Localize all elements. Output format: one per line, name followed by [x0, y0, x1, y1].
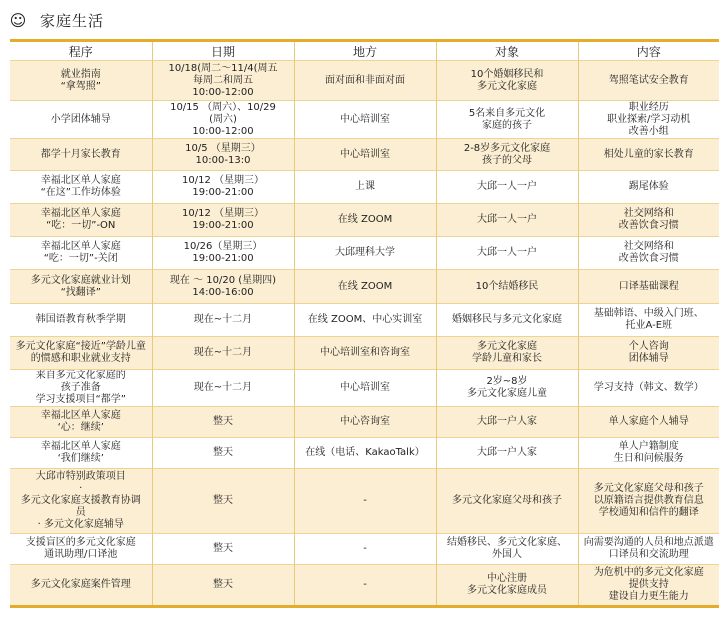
date-cell: 整天 [152, 565, 294, 607]
target-cell: 多元文化家庭 学龄儿童和家长 [436, 337, 578, 370]
date-cell: 现在~十二月 [152, 370, 294, 407]
program-cell: 多元文化家庭“接近”学龄儿童 的惯感和职业就业支持 [10, 337, 152, 370]
table-row [10, 171, 719, 204]
target-cell: 大邱一人一户 [436, 204, 578, 237]
column-header-place: 地方 [294, 41, 436, 61]
place-cell: 中心咨询室 [294, 407, 436, 438]
table-row [10, 438, 719, 469]
table-row [10, 237, 719, 270]
date-cell: 整天 [152, 407, 294, 438]
place-cell: 中心培训室 [294, 101, 436, 139]
program-cell: 幸福北区单人家庭 ‘我们继续’ [10, 438, 152, 469]
program-cell: 大邱市特别政策项目 · 多元文化家庭支援教育协调 员 · 多元文化家庭辅导 [10, 469, 152, 534]
table-row [10, 204, 719, 237]
place-cell: - [294, 534, 436, 565]
page-header [8, 8, 104, 32]
target-cell: 10个结婚移民 [436, 270, 578, 304]
table-row [10, 370, 719, 407]
program-cell: 支援盲区的多元文化家庭 通讯助理/口译池 [10, 534, 152, 565]
program-cell: 小学团体辅导 [10, 101, 152, 139]
place-cell: - [294, 565, 436, 607]
table-body [10, 61, 719, 607]
program-cell: 韩国语教育秋季学期 [10, 304, 152, 337]
column-header-content: 内容 [578, 41, 719, 61]
table-row [10, 469, 719, 534]
place-cell: 在线（电话、KakaoTalk） [294, 438, 436, 469]
place-cell: 中心培训室和咨询室 [294, 337, 436, 370]
place-cell: 面对面和非面对面 [294, 61, 436, 101]
table-row [10, 407, 719, 438]
place-cell: - [294, 469, 436, 534]
content-cell: 职业经历 职业探索/学习动机 改善小组 [578, 101, 719, 139]
table-row [10, 304, 719, 337]
content-cell: 口译基础课程 [578, 270, 719, 304]
content-cell: 基础韩语、中级入门班、 托业A-E班 [578, 304, 719, 337]
place-cell: 中心培训室 [294, 370, 436, 407]
table-row [10, 565, 719, 607]
column-header-target: 对象 [436, 41, 578, 61]
content-cell: 相处儿童的家长教育 [578, 139, 719, 171]
target-cell: 2岁~8岁 多元文化家庭儿童 [436, 370, 578, 407]
content-cell: 单人家庭个人辅导 [578, 407, 719, 438]
date-cell: 现在~十二月 [152, 337, 294, 370]
target-cell: 婚姻移民与多元文化家庭 [436, 304, 578, 337]
page-title: 家庭生活 [40, 11, 105, 30]
table-row [10, 139, 719, 171]
date-cell: 现在 ～ 10/20 (星期四) 14:00-16:00 [152, 270, 294, 304]
target-cell: 5名来自多元文化 家庭的孩子 [436, 101, 578, 139]
target-cell: 10个婚姻移民和 多元文化家庭 [436, 61, 578, 101]
program-cell: 都学十月家长教育 [10, 139, 152, 171]
target-cell: 多元文化家庭父母和孩子 [436, 469, 578, 534]
program-cell: 多元文化家庭案件管理 [10, 565, 152, 607]
date-cell: 10/12 （星期三） 19:00-21:00 [152, 171, 294, 204]
place-cell: 在线 ZOOM、中心实训室 [294, 304, 436, 337]
date-cell: 整天 [152, 534, 294, 565]
program-cell: 幸福北区单人家庭 “吃：一切”-关闭 [10, 237, 152, 270]
place-cell: 大邱理科大学 [294, 237, 436, 270]
target-cell: 大邱一人一户 [436, 171, 578, 204]
column-header-date: 日期 [152, 41, 294, 61]
schedule-table [10, 39, 719, 608]
content-cell: 个人咨询 团体辅导 [578, 337, 719, 370]
table-row [10, 337, 719, 370]
target-cell: 大邱一户人家 [436, 438, 578, 469]
table-row [10, 61, 719, 101]
date-cell: 10/18(周二～11/4(周五 每周二和周五 10:00-12:00 [152, 61, 294, 101]
content-cell: 社交网络和 改善饮食习惯 [578, 237, 719, 270]
target-cell: 结婚移民、多元文化家庭、 外国人 [436, 534, 578, 565]
date-cell: 10/26（星期三） 19:00-21:00 [152, 237, 294, 270]
program-cell: 幸福北区单人家庭 “在这”工作坊体验 [10, 171, 152, 204]
date-cell: 10/5 （星期三） 10:00-13:0 [152, 139, 294, 171]
content-cell: 多元文化家庭父母和孩子 以原籍语言提供教育信息 学校通知和信件的翻译 [578, 469, 719, 534]
content-cell: 单人户籍制度 生日和问候服务 [578, 438, 719, 469]
place-cell: 在线 ZOOM [294, 270, 436, 304]
date-cell: 现在~十二月 [152, 304, 294, 337]
content-cell: 踢尾体验 [578, 171, 719, 204]
content-cell: 为危机中的多元文化家庭 提供支持 建设自力更生能力 [578, 565, 719, 607]
program-cell: 就业指南 “拿驾照” [10, 61, 152, 101]
target-cell: 2-8岁多元文化家庭 孩子的父母 [436, 139, 578, 171]
table-row [10, 101, 719, 139]
smile-icon: ☺ [9, 10, 27, 30]
program-cell: 幸福北区单人家庭 “吃：一切”-ON [10, 204, 152, 237]
table-row [10, 534, 719, 565]
program-cell: 多元文化家庭就业计划 “找翻译” [10, 270, 152, 304]
target-cell: 中心注册 多元文化家庭成员 [436, 565, 578, 607]
date-cell: 整天 [152, 438, 294, 469]
target-cell: 大邱一人一户 [436, 237, 578, 270]
program-cell: 幸福北区单人家庭 ‘心：继续’ [10, 407, 152, 438]
table-header-row [10, 41, 719, 61]
target-cell: 大邱一户人家 [436, 407, 578, 438]
date-cell: 10/15 （周六）、10/29 (周六) 10:00-12:00 [152, 101, 294, 139]
program-cell: 来自多元文化家庭的 孩子准备 学习支援项目“都学” [10, 370, 152, 407]
place-cell: 上课 [294, 171, 436, 204]
place-cell: 中心培训室 [294, 139, 436, 171]
date-cell: 10/12 （星期三） 19:00-21:00 [152, 204, 294, 237]
content-cell: 驾照笔试安全教育 [578, 61, 719, 101]
column-header-program: 程序 [68, 44, 93, 59]
table-row [10, 270, 719, 304]
content-cell: 向需要沟通的人员和地点派遣 口译员和交流助理 [578, 534, 719, 565]
content-cell: 学习支持（韩文、数学） [578, 370, 719, 407]
date-cell: 整天 [152, 469, 294, 534]
place-cell: 在线 ZOOM [294, 204, 436, 237]
content-cell: 社交网络和 改善饮食习惯 [578, 204, 719, 237]
